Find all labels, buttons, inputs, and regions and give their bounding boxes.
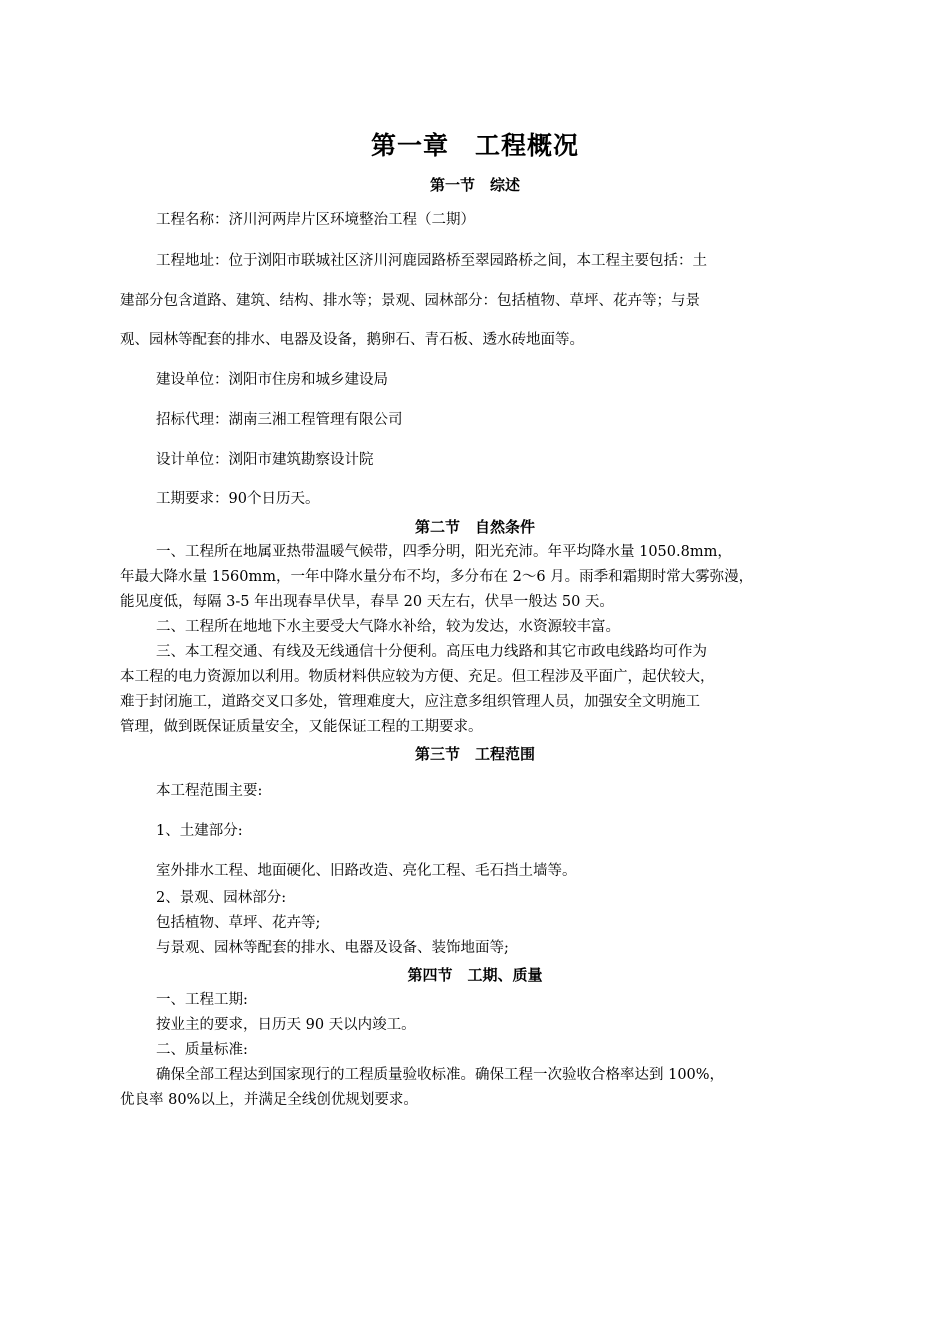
project-address-line-2: 建部分包含道路、建筑、结构、排水等；景观、园林部分：包括植物、草坪、花卉等；与景 (120, 293, 700, 309)
owner-line (120, 370, 815, 390)
project-address-line-1: 工程地址：位于浏阳市联城社区济川河鹿园路桥至翠园路桥之间，本工程主要包括：土 (156, 253, 707, 269)
natural-line-6: 本工程的电力资源加以利用。物质材料供应较为方便、充足。但工程涉及平面广，起伏较大， (120, 669, 715, 685)
scope-landscape-title: 2、景观、园林部分: (156, 890, 287, 906)
project-address-line-3: 观、园林等配套的排水、电器及设备，鹅卵石、青石板、透水砖地面等。 (120, 332, 584, 348)
period-quality-quality-line-1: 确保全部工程达到国家现行的工程质量验收标准。确保工程一次验收合格率达到 100%， (156, 1067, 725, 1083)
period-label: 工期要求： (156, 491, 229, 507)
owner-label: 建设单位： (156, 372, 229, 388)
owner-value: 浏阳市住房和城乡建设局 (228, 372, 388, 388)
scope-civil-text: 室外排水工程、地面硬化、旧路改造、亮化工程、毛石挡土墙等。 (156, 863, 577, 879)
section-title-overview: 第一节 综述 (429, 176, 520, 194)
scope-civil-title: 1、土建部分: (156, 823, 243, 839)
natural-line-7: 难于封闭施工，道路交叉口多处，管理难度大，应注意多组织管理人员，加强安全文明施工 (120, 694, 700, 710)
scope-landscape-line-1: 包括植物、草坪、花卉等; (156, 915, 321, 931)
period-line (120, 489, 815, 509)
design-value: 浏阳市建筑勘察设计院 (228, 452, 374, 468)
project-name-label: 工程名称： (156, 212, 229, 228)
natural-line-1: 一、工程所在地属亚热带温暖气候带，四季分明，阳光充沛。年平均降水量 1050.8mm， (156, 544, 732, 560)
natural-line-4: 二、工程所在地地下水主要受大气降水补给，较为发达，水资源较丰富。 (156, 619, 620, 635)
project-name-line (120, 210, 815, 230)
section-title-natural-conditions: 第二节 自然条件 (414, 518, 535, 536)
agent-value: 湖南三湘工程管理有限公司 (228, 412, 403, 428)
period-quality-quality-title: 二、质量标准: (156, 1042, 248, 1058)
period-quality-period-text: 按业主的要求，日历天 90 天以内竣工。 (156, 1017, 416, 1033)
scope-intro: 本工程范围主要: (156, 783, 263, 799)
agent-line (120, 410, 815, 430)
period-value: 90个日历天。 (228, 491, 320, 507)
scope-landscape-line-2: 与景观、园林等配套的排水、电器及设备、装饰地面等; (156, 940, 509, 956)
design-label: 设计单位： (156, 452, 229, 468)
section-title-period-quality: 第四节 工期、质量 (407, 966, 543, 984)
natural-line-5: 三、本工程交通、有线及无线通信十分便利。高压电力线路和其它市政电线路均可作为 (156, 644, 707, 660)
natural-line-8: 管理，做到既保证质量安全，又能保证工程的工期要求。 (120, 719, 483, 735)
section-title-scope: 第三节 工程范围 (414, 745, 535, 763)
design-line (120, 450, 815, 470)
natural-line-3: 能见度低，每隔 3-5 年出现春旱伏旱，春旱 20 天左右，伏旱一般达 50 天。 (120, 594, 614, 610)
agent-label: 招标代理： (156, 412, 229, 428)
period-quality-quality-line-2: 优良率 80%以上，并满足全线创优规划要求。 (120, 1092, 418, 1108)
chapter-title: 第一章 工程概况 (370, 131, 579, 160)
period-quality-period-title: 一、工程工期: (156, 992, 248, 1008)
natural-line-2: 年最大降水量 1560mm，一年中降水量分布不均，多分布在 2～6 月。雨季和霜期时常大雾弥漫， (120, 569, 754, 585)
project-name-value: 济川河两岸片区环境整治工程（二期） (228, 212, 475, 228)
